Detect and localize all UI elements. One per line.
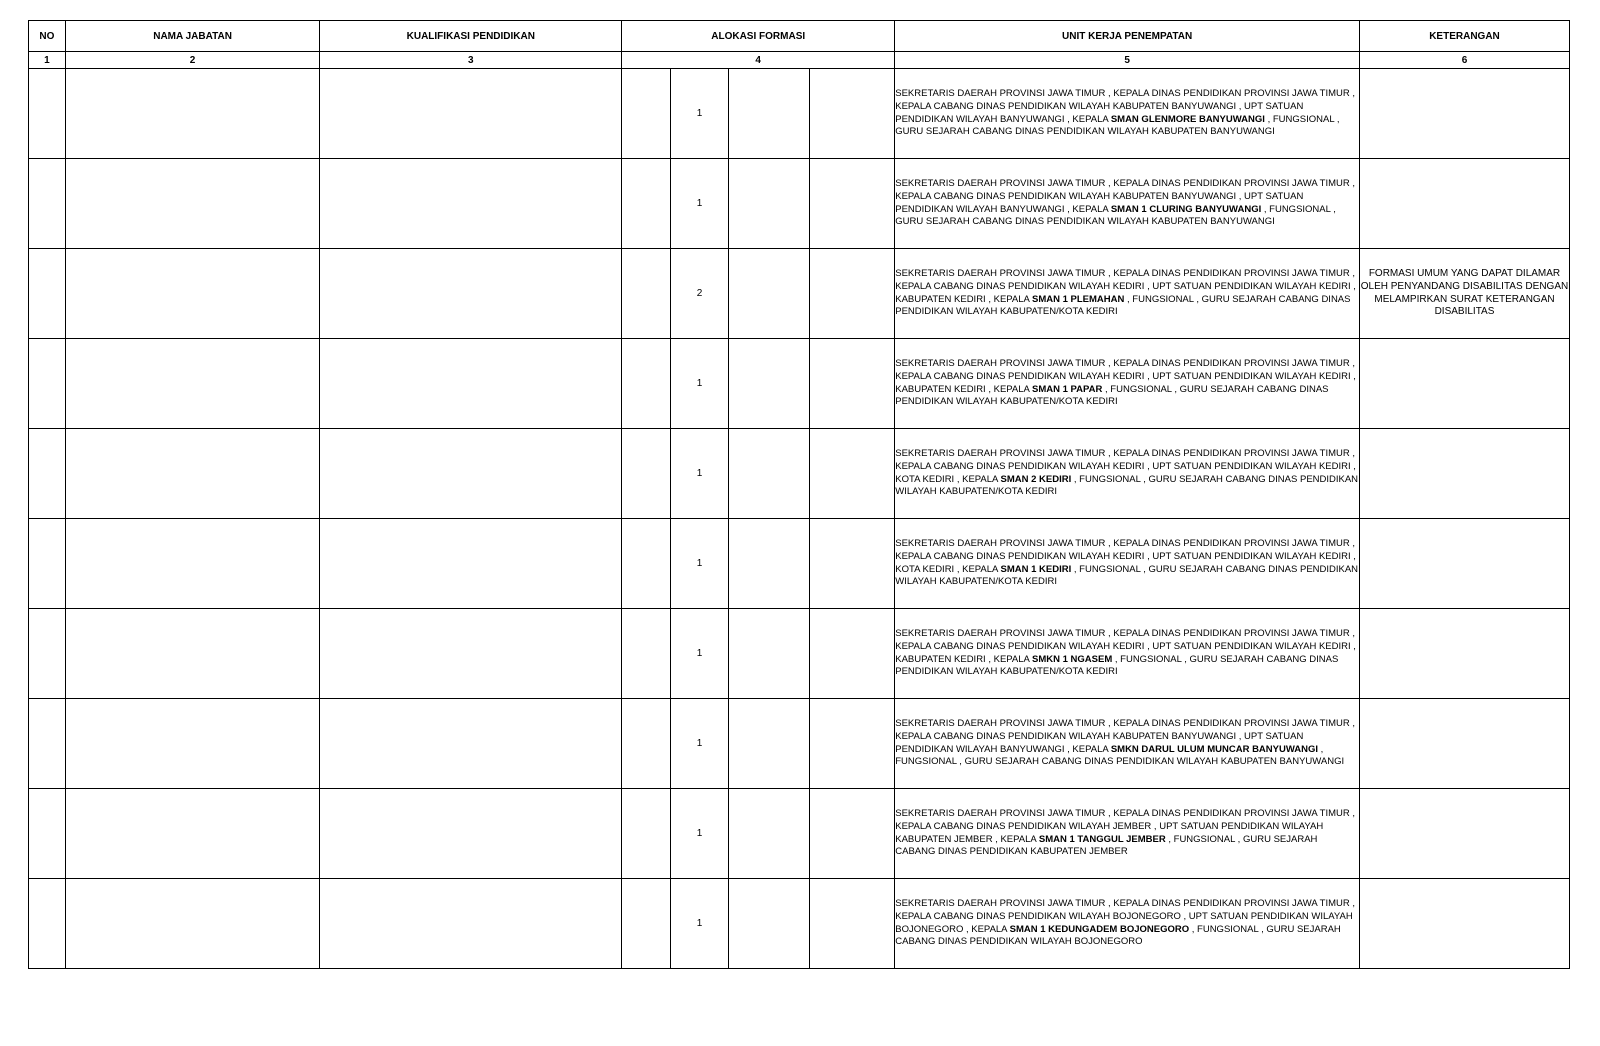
table-row bbox=[29, 249, 1570, 339]
alokasi-subcell bbox=[809, 429, 895, 519]
column-number: 2 bbox=[65, 52, 320, 69]
unit-kerja-cell bbox=[895, 519, 1360, 609]
school-name: SMKN DARUL ULUM MUNCAR BANYUWANGI bbox=[1110, 743, 1319, 755]
alokasi-subcell bbox=[729, 249, 810, 339]
no-cell bbox=[29, 789, 66, 879]
nama-jabatan-cell bbox=[65, 699, 320, 789]
alokasi-count: 1 bbox=[671, 519, 729, 609]
unit-kerja-text: , FUNGSIONAL , GURU SEJARAH CABANG DINAS PENDIDIKAN WILAYAH KABUPATEN BANYUWANGI bbox=[895, 203, 1336, 228]
school-name: SMAN 1 KEDUNGADEM BOJONEGORO bbox=[1009, 923, 1190, 935]
no-cell bbox=[29, 519, 66, 609]
nama-jabatan-cell bbox=[65, 159, 320, 249]
unit-kerja-cell bbox=[895, 789, 1360, 879]
unit-kerja-text: SEKRETARIS DAERAH PROVINSI JAWA TIMUR , KEPALA DINAS PENDIDIKAN PROVINSI JAWA TIMUR , KEPALA CABANG DINAS PENDIDIKAN WILAYAH BOJONEGORO , UPT SATUAN PENDIDIKAN WILAYAH BOJONEGORO , KEPALA bbox=[895, 898, 1356, 935]
school-name: SMAN 1 CLURING BANYUWANGI bbox=[1110, 203, 1262, 215]
school-name: SMAN 1 PAPAR bbox=[1032, 383, 1103, 395]
alokasi-count: 2 bbox=[671, 249, 729, 339]
alokasi-subcell bbox=[622, 699, 671, 789]
alokasi-subcell bbox=[622, 69, 671, 159]
header-unit-kerja-penempatan: UNIT KERJA PENEMPATAN bbox=[895, 21, 1360, 52]
alokasi-subcell bbox=[809, 519, 895, 609]
alokasi-subcell bbox=[622, 339, 671, 429]
header-alokasi-formasi: ALOKASI FORMASI bbox=[622, 21, 895, 52]
column-number: 3 bbox=[320, 52, 622, 69]
alokasi-subcell bbox=[622, 789, 671, 879]
unit-kerja-text: , FUNGSIONAL , GURU SEJARAH CABANG DINAS PENDIDIKAN WILAYAH KABUPATEN/KOTA KEDIRI bbox=[895, 473, 1359, 498]
column-number: 5 bbox=[895, 52, 1360, 69]
no-cell bbox=[29, 429, 66, 519]
table-row bbox=[29, 159, 1570, 249]
unit-kerja-cell bbox=[895, 429, 1360, 519]
column-number: 4 bbox=[622, 52, 895, 69]
alokasi-subcell bbox=[809, 69, 895, 159]
unit-kerja-cell bbox=[895, 699, 1360, 789]
unit-kerja-text: , FUNGSIONAL , GURU SEJARAH CABANG DINAS PENDIDIKAN WILAYAH KABUPATEN BANYUWANGI bbox=[895, 743, 1345, 768]
column-number-row bbox=[29, 52, 1570, 69]
unit-kerja-text: , FUNGSIONAL , GURU SEJARAH CABANG DINAS PENDIDIKAN KABUPATEN JEMBER bbox=[895, 833, 1318, 858]
alokasi-count: 1 bbox=[671, 429, 729, 519]
unit-kerja-text: SEKRETARIS DAERAH PROVINSI JAWA TIMUR , KEPALA DINAS PENDIDIKAN PROVINSI JAWA TIMUR , KEPALA CABANG DINAS PENDIDIKAN WILAYAH JEMBER , UPT SATUAN PENDIDIKAN WILAYAH KABUPATEN JEMBER , KEPALA bbox=[895, 808, 1356, 845]
alokasi-subcell bbox=[729, 519, 810, 609]
column-number: 6 bbox=[1359, 52, 1569, 69]
alokasi-count: 1 bbox=[671, 789, 729, 879]
unit-kerja-text: , FUNGSIONAL , GURU SEJARAH CABANG DINAS PENDIDIKAN WILAYAH KABUPATEN/KOTA KEDIRI bbox=[895, 653, 1339, 678]
no-cell bbox=[29, 699, 66, 789]
alokasi-subcell bbox=[622, 879, 671, 969]
no-cell bbox=[29, 159, 66, 249]
no-cell bbox=[29, 249, 66, 339]
unit-kerja-text: , FUNGSIONAL , GURU SEJARAH CABANG DINAS PENDIDIKAN WILAYAH KABUPATEN/KOTA KEDIRI bbox=[895, 383, 1329, 408]
table-row bbox=[29, 609, 1570, 699]
header-keterangan: KETERANGAN bbox=[1359, 21, 1569, 52]
alokasi-subcell bbox=[729, 159, 810, 249]
unit-kerja-text: SEKRETARIS DAERAH PROVINSI JAWA TIMUR , KEPALA DINAS PENDIDIKAN PROVINSI JAWA TIMUR , KEPALA CABANG DINAS PENDIDIKAN WILAYAH KEDIRI , UPT SATUAN PENDIDIKAN WILAYAH KEDIRI , KABUPATEN KEDIRI , KEPALA bbox=[895, 358, 1356, 395]
alokasi-subcell bbox=[729, 69, 810, 159]
kualifikasi-cell bbox=[320, 789, 622, 879]
unit-kerja-text: SEKRETARIS DAERAH PROVINSI JAWA TIMUR , KEPALA DINAS PENDIDIKAN PROVINSI JAWA TIMUR , KEPALA CABANG DINAS PENDIDIKAN WILAYAH KEDIRI , UPT SATUAN PENDIDIKAN WILAYAH KEDIRI , KABUPATEN KEDIRI , KEPALA bbox=[895, 268, 1356, 305]
alokasi-subcell bbox=[809, 339, 895, 429]
unit-kerja-text: SEKRETARIS DAERAH PROVINSI JAWA TIMUR , KEPALA DINAS PENDIDIKAN PROVINSI JAWA TIMUR , KEPALA CABANG DINAS PENDIDIKAN WILAYAH KEDIRI , UPT SATUAN PENDIDIKAN WILAYAH KEDIRI , KOTA KEDIRI , KEPALA bbox=[895, 448, 1356, 485]
table-row bbox=[29, 519, 1570, 609]
alokasi-subcell bbox=[809, 249, 895, 339]
alokasi-subcell bbox=[729, 339, 810, 429]
alokasi-count: 1 bbox=[671, 609, 729, 699]
nama-jabatan-cell bbox=[65, 69, 320, 159]
alokasi-count: 1 bbox=[671, 69, 729, 159]
alokasi-subcell bbox=[729, 699, 810, 789]
kualifikasi-cell bbox=[320, 159, 622, 249]
unit-kerja-text: SEKRETARIS DAERAH PROVINSI JAWA TIMUR , KEPALA DINAS PENDIDIKAN PROVINSI JAWA TIMUR , KEPALA CABANG DINAS PENDIDIKAN WILAYAH KABUPATEN BANYUWANGI , UPT SATUAN PENDIDIKAN WILAYAH BANYUWANGI , KEPALA bbox=[895, 178, 1356, 215]
nama-jabatan-cell bbox=[65, 789, 320, 879]
school-name: SMAN 2 KEDIRI bbox=[1000, 473, 1072, 485]
alokasi-subcell bbox=[729, 879, 810, 969]
unit-kerja-text: SEKRETARIS DAERAH PROVINSI JAWA TIMUR , KEPALA DINAS PENDIDIKAN PROVINSI JAWA TIMUR , KEPALA CABANG DINAS PENDIDIKAN WILAYAH KEDIRI , UPT SATUAN PENDIDIKAN WILAYAH KEDIRI , KABUPATEN KEDIRI , KEPALA bbox=[895, 628, 1356, 665]
alokasi-subcell bbox=[622, 249, 671, 339]
nama-jabatan-cell bbox=[65, 429, 320, 519]
keterangan-cell bbox=[1359, 609, 1569, 699]
alokasi-subcell bbox=[809, 789, 895, 879]
unit-kerja-text: SEKRETARIS DAERAH PROVINSI JAWA TIMUR , KEPALA DINAS PENDIDIKAN PROVINSI JAWA TIMUR , KEPALA CABANG DINAS PENDIDIKAN WILAYAH KABUPATEN BANYUWANGI , UPT SATUAN PENDIDIKAN WILAYAH BANYUWANGI , KEPALA bbox=[895, 718, 1356, 755]
table-row bbox=[29, 699, 1570, 789]
unit-kerja-cell bbox=[895, 69, 1360, 159]
nama-jabatan-cell bbox=[65, 339, 320, 429]
kualifikasi-cell bbox=[320, 699, 622, 789]
table-row bbox=[29, 429, 1570, 519]
kualifikasi-cell bbox=[320, 69, 622, 159]
kualifikasi-cell bbox=[320, 879, 622, 969]
keterangan-cell bbox=[1359, 879, 1569, 969]
table-row bbox=[29, 789, 1570, 879]
formasi-table bbox=[28, 20, 1570, 969]
nama-jabatan-cell bbox=[65, 879, 320, 969]
alokasi-count: 1 bbox=[671, 339, 729, 429]
keterangan-cell bbox=[1359, 339, 1569, 429]
no-cell bbox=[29, 69, 66, 159]
alokasi-subcell bbox=[622, 159, 671, 249]
school-name: SMAN 1 PLEMAHAN bbox=[1032, 293, 1125, 305]
alokasi-count: 1 bbox=[671, 699, 729, 789]
nama-jabatan-cell bbox=[65, 609, 320, 699]
unit-kerja-cell bbox=[895, 609, 1360, 699]
unit-kerja-text: SEKRETARIS DAERAH PROVINSI JAWA TIMUR , KEPALA DINAS PENDIDIKAN PROVINSI JAWA TIMUR , KEPALA CABANG DINAS PENDIDIKAN WILAYAH KEDIRI , UPT SATUAN PENDIDIKAN WILAYAH KEDIRI , KOTA KEDIRI , KEPALA bbox=[895, 538, 1356, 575]
school-name: SMAN 1 KEDIRI bbox=[1000, 563, 1072, 575]
keterangan-cell bbox=[1359, 69, 1569, 159]
keterangan-cell bbox=[1359, 429, 1569, 519]
unit-kerja-text: SEKRETARIS DAERAH PROVINSI JAWA TIMUR , KEPALA DINAS PENDIDIKAN PROVINSI JAWA TIMUR , KEPALA CABANG DINAS PENDIDIKAN WILAYAH KABUPATEN BANYUWANGI , UPT SATUAN PENDIDIKAN WILAYAH BANYUWANGI , KEPALA bbox=[895, 88, 1356, 125]
nama-jabatan-cell bbox=[65, 519, 320, 609]
unit-kerja-cell bbox=[895, 879, 1360, 969]
school-name: SMAN 1 TANGGUL JEMBER bbox=[1038, 833, 1166, 845]
unit-kerja-cell bbox=[895, 339, 1360, 429]
header-row bbox=[29, 21, 1570, 52]
alokasi-subcell bbox=[809, 879, 895, 969]
no-cell bbox=[29, 609, 66, 699]
unit-kerja-text: , FUNGSIONAL , GURU SEJARAH CABANG DINAS PENDIDIKAN WILAYAH KABUPATEN/KOTA KEDIRI bbox=[895, 293, 1351, 318]
school-name: SMAN GLENMORE BANYUWANGI bbox=[1110, 113, 1265, 125]
header-no: NO bbox=[29, 21, 66, 52]
alokasi-subcell bbox=[729, 609, 810, 699]
no-cell bbox=[29, 339, 66, 429]
unit-kerja-text: , FUNGSIONAL , GURU SEJARAH CABANG DINAS PENDIDIKAN WILAYAH BOJONEGORO bbox=[895, 923, 1341, 948]
alokasi-count: 1 bbox=[671, 879, 729, 969]
alokasi-subcell bbox=[729, 789, 810, 879]
alokasi-subcell bbox=[809, 609, 895, 699]
alokasi-subcell bbox=[809, 159, 895, 249]
header-nama-jabatan: NAMA JABATAN bbox=[65, 21, 320, 52]
keterangan-cell bbox=[1359, 699, 1569, 789]
alokasi-subcell bbox=[622, 609, 671, 699]
kualifikasi-cell bbox=[320, 339, 622, 429]
kualifikasi-cell bbox=[320, 609, 622, 699]
no-cell bbox=[29, 879, 66, 969]
column-number: 1 bbox=[29, 52, 66, 69]
alokasi-subcell bbox=[622, 519, 671, 609]
header-kualifikasi-pendidikan: KUALIFIKASI PENDIDIKAN bbox=[320, 21, 622, 52]
keterangan-cell bbox=[1359, 519, 1569, 609]
alokasi-subcell bbox=[809, 699, 895, 789]
table-row bbox=[29, 339, 1570, 429]
unit-kerja-text: , FUNGSIONAL , GURU SEJARAH CABANG DINAS PENDIDIKAN WILAYAH KABUPATEN BANYUWANGI bbox=[895, 113, 1340, 138]
keterangan-cell bbox=[1359, 789, 1569, 879]
table-row bbox=[29, 69, 1570, 159]
unit-kerja-cell bbox=[895, 159, 1360, 249]
kualifikasi-cell bbox=[320, 519, 622, 609]
nama-jabatan-cell bbox=[65, 249, 320, 339]
kualifikasi-cell bbox=[320, 249, 622, 339]
alokasi-subcell bbox=[729, 429, 810, 519]
keterangan-cell: FORMASI UMUM YANG DAPAT DILAMAR OLEH PENYANDANG DISABILITAS DENGAN MELAMPIRKAN SURAT KETERANGAN DISABILITAS bbox=[1359, 249, 1569, 339]
school-name: SMKN 1 NGASEM bbox=[1032, 653, 1113, 665]
alokasi-subcell bbox=[622, 429, 671, 519]
unit-kerja-text: , FUNGSIONAL , GURU SEJARAH CABANG DINAS PENDIDIKAN WILAYAH KABUPATEN/KOTA KEDIRI bbox=[895, 563, 1359, 588]
table-row bbox=[29, 879, 1570, 969]
kualifikasi-cell bbox=[320, 429, 622, 519]
unit-kerja-cell bbox=[895, 249, 1360, 339]
alokasi-count: 1 bbox=[671, 159, 729, 249]
keterangan-cell bbox=[1359, 159, 1569, 249]
